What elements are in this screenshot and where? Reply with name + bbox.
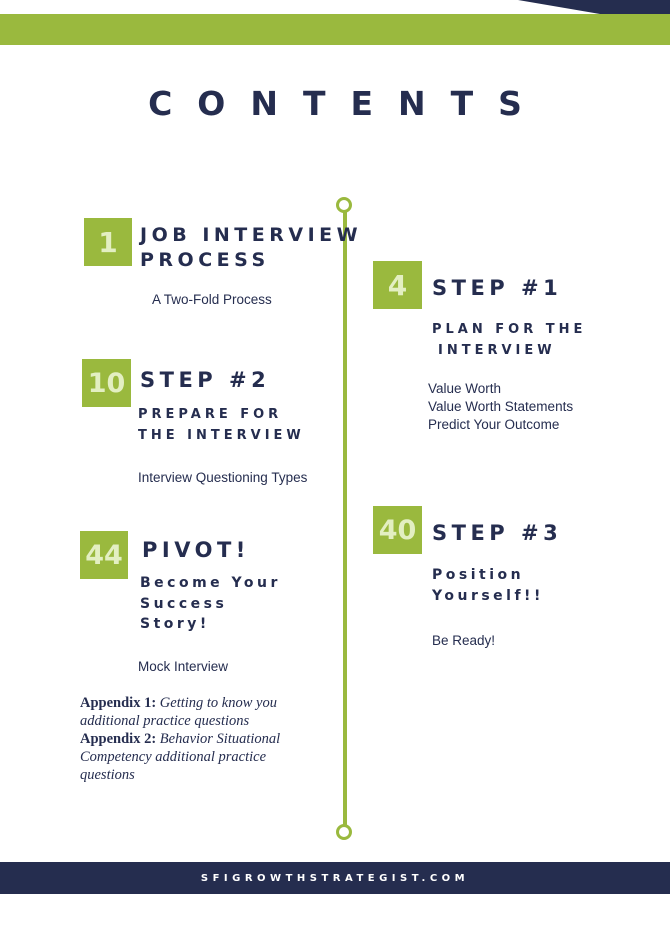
footer-bar (0, 862, 670, 894)
section-item-list (428, 380, 573, 434)
subheading-line: PLAN FOR THE (432, 322, 587, 337)
appendix-text: questions (80, 767, 135, 783)
top-green-band (0, 14, 670, 45)
timeline-top-dot (336, 197, 352, 213)
top-navy-corner-shape (0, 0, 670, 14)
section-subheading (432, 565, 544, 606)
subheading-line: PREPARE FOR (138, 407, 283, 422)
subheading-line: Yourself!! (432, 587, 544, 604)
section-subheading (432, 319, 586, 361)
heading-line: PIVOT! (142, 538, 250, 562)
appendix-text: additional practice questions (80, 713, 250, 729)
page-number-box[interactable]: 4 (373, 261, 422, 309)
page-number-box[interactable]: 44 (80, 531, 128, 579)
appendix-label: Appendix 1: (80, 695, 157, 711)
footer-website-link[interactable]: SFIGROWTHSTRATEGIST.COM (200, 872, 470, 884)
section-item: Mock Interview (138, 659, 229, 674)
subheading-line: INTERVIEW (438, 343, 556, 358)
timeline-bottom-dot (336, 824, 352, 840)
page-number-box[interactable]: 40 (373, 506, 422, 554)
appendix-list (80, 694, 330, 784)
subheading-line: Story! (140, 616, 210, 632)
section-item: Predict Your Outcome (428, 417, 560, 432)
appendix-text: Getting to know you (159, 695, 277, 711)
appendix-text: Competency additional practice (80, 749, 267, 765)
section-heading[interactable] (432, 520, 562, 547)
subheading-line: Become Your (140, 575, 281, 591)
heading-line: JOB INTERVIEW (140, 224, 363, 246)
heading-line: STEP #2 (140, 368, 271, 392)
section-item: Value Worth Statements (428, 399, 574, 414)
heading-line: STEP #3 (432, 521, 563, 545)
subheading-line: Success (140, 595, 228, 612)
appendix-entry[interactable] (80, 694, 330, 730)
appendix-entry[interactable] (80, 730, 330, 784)
heading-line: STEP #1 (432, 276, 563, 300)
section-item: Be Ready! (432, 633, 496, 648)
timeline-line (343, 211, 347, 827)
section-heading[interactable] (432, 275, 562, 302)
section-heading[interactable] (140, 223, 362, 272)
heading-line: PROCESS (140, 248, 270, 271)
page-number-box[interactable]: 10 (82, 359, 131, 407)
section-subheading (140, 573, 281, 635)
page-title: CONTENTS (148, 84, 547, 123)
section-heading[interactable] (142, 537, 250, 564)
section-heading[interactable] (140, 367, 270, 394)
appendix-text: Behavior Situational (159, 731, 281, 747)
subheading-line: THE INTERVIEW (138, 428, 305, 443)
subheading-line: Position (432, 567, 525, 583)
section-item: Interview Questioning Types (138, 470, 308, 485)
section-item: Value Worth (428, 381, 502, 396)
section-item: A Two-Fold Process (152, 292, 272, 307)
page-number-box[interactable]: 1 (84, 218, 132, 266)
section-subheading (138, 404, 305, 446)
appendix-label: Appendix 2: (80, 731, 157, 747)
